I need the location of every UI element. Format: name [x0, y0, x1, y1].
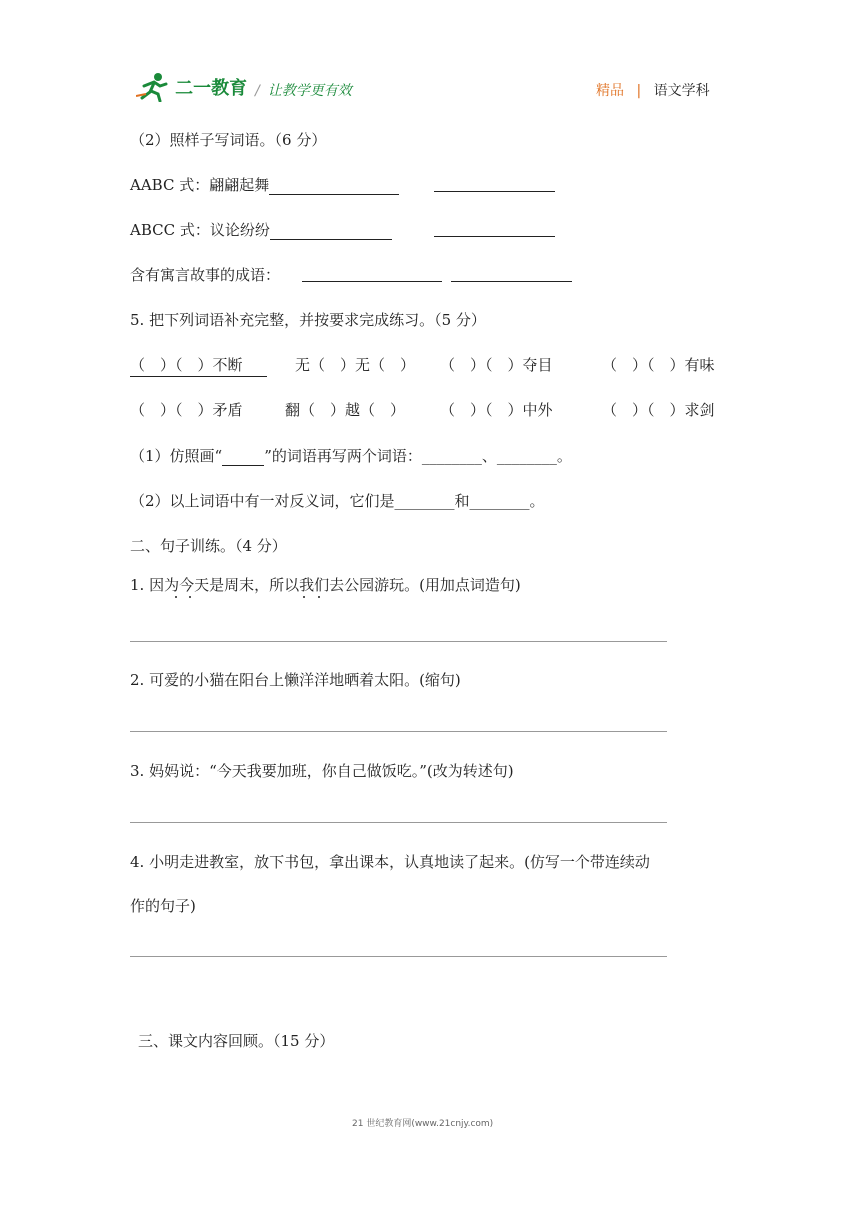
q5-row1-item4: （ ）（ ）有味	[602, 356, 715, 374]
s2-q4-line1: 4. 小明走进教室，放下书包，拿出课本，认真地读了起来。(仿写一个带连续动	[130, 853, 650, 871]
s2-q4-line2: 作的句子)	[130, 897, 196, 915]
s2-q1: 1. 因为今天是周末，所以我们去公园游玩。(用加点词造句)	[130, 576, 521, 594]
emphasis-dot	[189, 596, 191, 598]
idiom-row: 含有寓言故事的成语：	[130, 266, 281, 284]
s2-q3: 3. 妈妈说：“今天我要加班，你自己做饭吃。”(改为转述句)	[130, 762, 514, 780]
emphasis-dot	[318, 596, 320, 598]
q4-2-title: （2）照样子写词语。（6 分）	[130, 131, 327, 149]
q5-row2-item1: （ ）（ ）矛盾	[130, 401, 243, 419]
q5-row2-item3: （ ）（ ）中外	[440, 401, 553, 419]
q5-row2-item2: 翻（ ）越（ ）	[285, 401, 406, 419]
emphasis-dot	[303, 596, 305, 598]
section3-title: 三、课文内容回顾。（15 分）	[138, 1032, 335, 1050]
aabc-row: AABC 式：翩翩起舞	[130, 174, 399, 195]
s2-q3-answer-line[interactable]	[130, 822, 667, 823]
s2-q2: 2. 可爱的小猫在阳台上懒洋洋地晒着太阳。(缩句)	[130, 671, 461, 689]
abcc-blank-2[interactable]	[434, 236, 555, 237]
runner-logo-icon	[136, 72, 170, 102]
header-tags: 精品 | 语文学科	[596, 83, 710, 99]
header-slogan: / 让教学更有效	[255, 83, 352, 99]
abcc-row: ABCC 式：议论纷纷	[130, 219, 392, 240]
aabc-blank-2[interactable]	[434, 191, 555, 192]
s2-q1-answer-line[interactable]	[130, 641, 667, 642]
logo-text: 二一教育	[175, 78, 248, 99]
q5-row2-item4: （ ）（ ）求剑	[602, 401, 715, 419]
footer-text: 21 世纪教育网(www.21cnjy.com)	[352, 1119, 494, 1129]
idiom-blank-2[interactable]	[451, 281, 572, 282]
tag-quality: 精品	[596, 83, 624, 99]
tag-subject: 语文学科	[653, 83, 710, 99]
section2-title: 二、句子训练。（4 分）	[130, 537, 287, 555]
s2-q2-answer-line[interactable]	[130, 731, 667, 732]
q5-sub2: （2）以上词语中有一对反义词，它们是________和________。	[130, 492, 545, 510]
q5-row1-item1: （ ）（ ）不断	[130, 354, 267, 377]
emphasis-dot	[175, 596, 177, 598]
s2-q4-answer-line[interactable]	[130, 956, 667, 957]
q5-sub1: （1）仿照画“ ”的词语再写两个词语：________、________。	[130, 447, 572, 465]
q5-title: 5. 把下列词语补充完整，并按要求完成练习。（5 分）	[130, 311, 486, 329]
q5-row1-item3: （ ）（ ）夺目	[440, 356, 553, 374]
idiom-blank-1[interactable]	[302, 281, 442, 282]
header-logo	[136, 72, 247, 102]
q5-row1-item2: 无（ ）无（ ）	[295, 356, 416, 374]
